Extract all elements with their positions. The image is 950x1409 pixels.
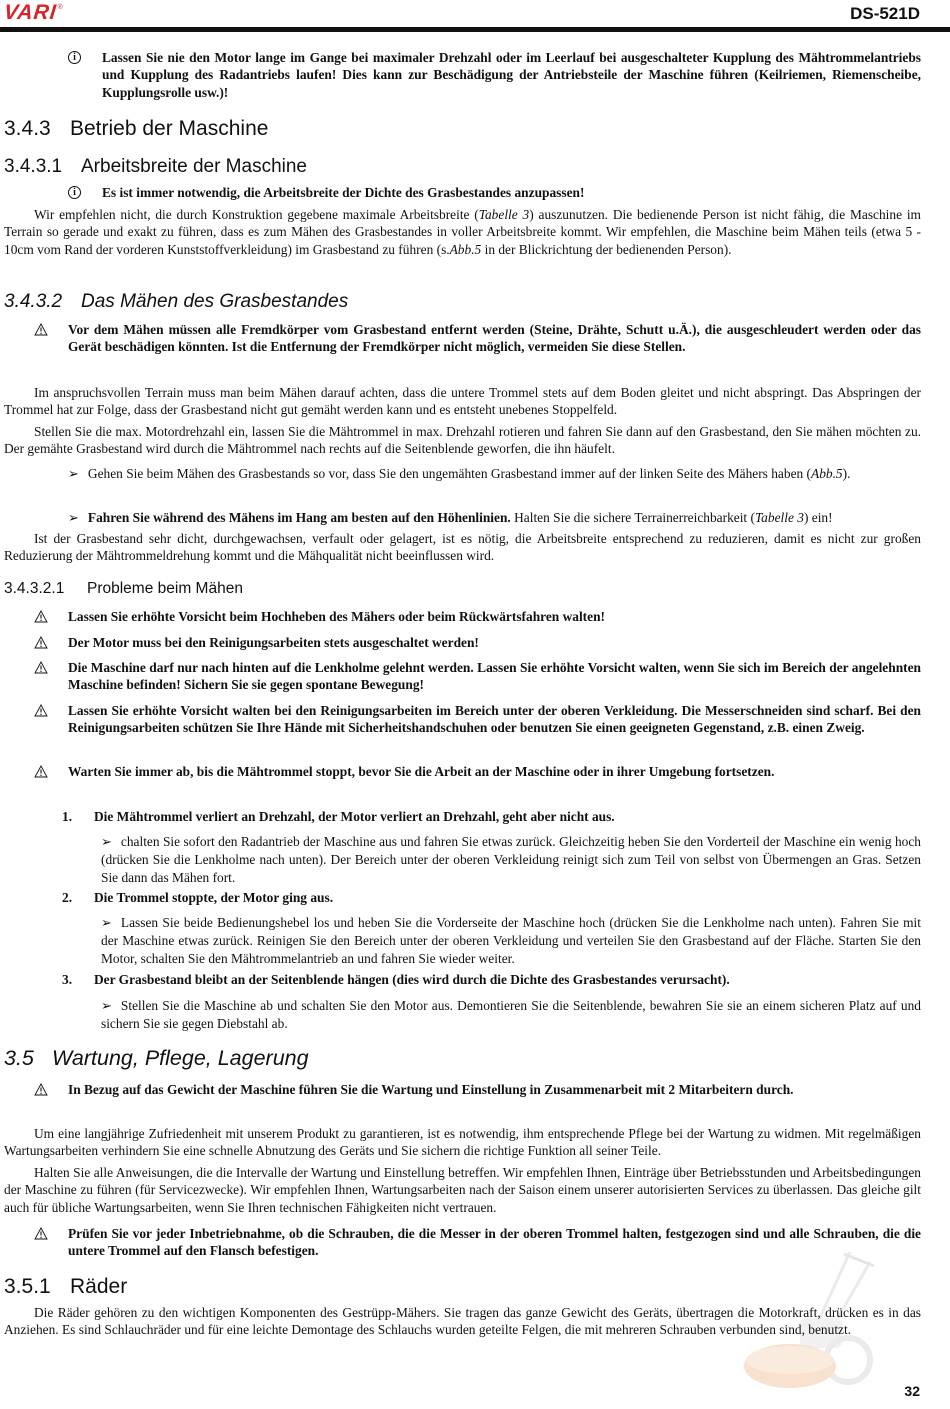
warning-triangle-icon bbox=[34, 765, 48, 778]
section-heading-3-4-3-2: 3.4.3.2 Das Mähen des Grasbestandes bbox=[4, 291, 349, 312]
vari-logo bbox=[4, 3, 63, 23]
warning-note bbox=[34, 634, 921, 651]
arrow-bullet-icon: ➢ bbox=[68, 467, 79, 482]
paragraph: Wir empfehlen nicht, die durch Konstruktion gegebene maximale Arbeitsbreite (Tabelle 3) auszunutzen. Die bedienende Person ist nicht fähig, die Maschine im Terrain so gerade und exakt zu führen, dass es zum Mähen des Grasbestandes in voller Arbeitsbreite kommt. Wir empfehlen, die Maschine beim Mähen teils (etwa 5 - 10cm vom Rand der vorderen Kunststoffverkleidung) im Grasbestand zu führen (s.Abb.5 in der Blickrichtung der bedienenden Person). bbox=[4, 207, 921, 257]
section-heading-3-5-1: 3.5.1 Räder bbox=[4, 1275, 128, 1298]
paragraph: Ist der Grasbestand sehr dicht, durchgewachsen, verfault oder gelagert, ist es nötig, die Arbeitsbreite entsprechend zu reduzieren, damit es nicht zur großen Reduzierung der Mähtrommeldrehung kommt und die Mähqualität nicht beeinflussen wird. bbox=[4, 531, 921, 564]
section-heading-3-4-3: 3.4.3 Betrieb der Maschine bbox=[4, 117, 269, 140]
section-heading-3-5: 3.5 Wartung, Pflege, Lagerung bbox=[4, 1046, 309, 1070]
warning-text: Die Maschine darf nur nach hinten auf die Lenkholme gelehnt werden. Lassen Sie erhöhte Vorsicht walten, wenn Sie sich im Bereich der angelehnten Maschine befinden! Sichern Sie sie gegen spontane Bewegung! bbox=[68, 660, 921, 693]
paragraph: Im anspruchsvollen Terrain muss man beim Mähen darauf achten, dass die untere Trommel stets auf dem Boden gleitet und nicht abspringt. Das Abspringen der Trommel hat zur Folge, dass der Grasbestand nicht gut gemäht werden kann und es entsteht unebenes Stoppelfeld. bbox=[4, 385, 921, 418]
paragraph: Stellen Sie die max. Motordrehzahl ein, lassen Sie die Mähtrommel in max. Drehzahl rotieren und fahren Sie dann auf den Grasbestand, den Sie mähen möchten zu. Der gemähte Grasbestand wird durch die Mähtrommel nach rechts auf die Seitenblende geworfen, die ihn häufelt. bbox=[4, 424, 921, 457]
page-number: 32 bbox=[904, 1383, 920, 1399]
section-heading-3-4-3-1: 3.4.3.1 Arbeitsbreite der Maschine bbox=[4, 156, 307, 177]
paragraph: Um eine langjährige Zufriedenheit mit unserem Produkt zu garantieren, ist es notwendig, ihm entsprechende Pflege bei der Wartung zu widmen. Mit regelmäßigen Wartungsarbeiten verhindern Sie eine schnelle Abnutzung des Geräts und Sie sichern die richtige Funktion all seiner Teile. bbox=[4, 1126, 921, 1159]
info-note bbox=[68, 49, 921, 101]
header-rule bbox=[0, 27, 950, 32]
warning-text: Warten Sie immer ab, bis die Mähtrommel stoppt, bevor Sie die Arbeit an der Maschine oder in ihrer Umgebung fortsetzen. bbox=[68, 764, 775, 779]
arrow-bullet-icon: ➢ bbox=[101, 835, 112, 850]
model-number: DS-521D bbox=[850, 4, 920, 23]
warning-triangle-icon bbox=[34, 1227, 48, 1240]
list-item: ➢ Stellen Sie die Maschine ab und schalten Sie den Motor aus. Demontieren Sie die Seitenblende, bewahren Sie sie an einem sicheren Platz auf und sichern Sie sie gegen Diebstahl ab. bbox=[101, 998, 921, 1032]
info-circle-icon: i bbox=[68, 51, 81, 64]
paragraph: Halten Sie alle Anweisungen, die die Intervalle der Wartung und Einstellung betreffen. Wir empfehlen Ihnen, Einträge über Betriebsstunden und Arbeitsbedingungen der Maschine zu führen (für Servicezwecke). Wir empfehlen Ihnen, Wartungsarbeiten nach der Saison einem unserer autorisierten Services zu überlassen. Das gleiche gilt auch für übliche Wartungsarbeiten, wenn Sie Ihren technischen Fähigkeiten nicht vertrauen. bbox=[4, 1165, 921, 1215]
list-item: ➢ chalten Sie sofort den Radantrieb der Maschine aus und fahren Sie etwas zurück. Gleichzeitig heben Sie den Vorderteil der Maschine ein wenig hoch (drücken Sie die Lenkholme nach unten). Der Bereich unter der oberen Verkleidung reinigt sich zum Teil von selbst von Übermengen an Gras. Setzen Sie dann das Mähen fort. bbox=[101, 834, 921, 885]
registered-mark: ® bbox=[57, 4, 63, 11]
warning-note bbox=[34, 763, 921, 780]
warning-text: Vor dem Mähen müssen alle Fremdkörper vom Grasbestand entfernt werden (Steine, Drähte, Schutt u.Ä.), die ausgeschleudert werden oder das Gerät beschädigen könnten. Ist die Entfernung der Fremdkörper nicht möglich, vermeiden Sie diese Stellen. bbox=[68, 322, 921, 355]
arrow-bullet-icon: ➢ bbox=[101, 999, 112, 1014]
list-item: ➢ Lassen Sie beide Bedienungshebel los und heben Sie die Vorderseite der Maschine hoch (drücken Sie die Lenkholme nach unten). Fahren Sie mit der Maschine etwas zurück. Reinigen Sie den Bereich unter der oberen Verkleidung und verteilen Sie den Grasbestand auf der Fläche. Starten Sie den Motor, schalten Sie den Mähtrommelantrieb an und fahren Sie wieder weiter. bbox=[101, 915, 921, 966]
numbered-item-title: 3. Der Grasbestand bleibt an der Seitenblende hängen (dies wird durch die Dichte des Grasbestandes verursacht). bbox=[62, 972, 730, 987]
info-note bbox=[68, 184, 921, 201]
warning-note bbox=[34, 321, 921, 356]
warning-triangle-icon bbox=[34, 1083, 48, 1096]
numbered-item-title: 2. Die Trommel stoppte, der Motor ging aus. bbox=[62, 890, 334, 905]
warning-text: Lassen Sie erhöhte Vorsicht beim Hochheben des Mähers oder beim Rückwärtsfahren walten! bbox=[68, 609, 605, 624]
section-heading-3-4-3-2-1: 3.4.3.2.1 Probleme beim Mähen bbox=[4, 580, 243, 597]
arrow-bullet-icon: ➢ bbox=[101, 916, 112, 931]
warning-note bbox=[34, 659, 921, 694]
warning-note bbox=[34, 608, 921, 625]
note-text: Lassen Sie nie den Motor lange im Gange bei maximaler Drehzahl oder im Leerlauf bei ausgeschalteter Kupplung des Mähtrommelantriebs und Kupplung des Radantriebs laufen! Dies kann zur Beschädigung der Antriebsteile der Maschine führen (Keilriemen, Riemenscheibe, Kupplungsrolle usw.)! bbox=[102, 50, 921, 100]
numbered-item-title: 1. Die Mähtrommel verliert an Drehzahl, der Motor verliert an Drehzahl, geht aber nicht aus. bbox=[62, 809, 615, 824]
paragraph: Die Räder gehören zu den wichtigen Komponenten des Gestrüpp-Mähers. Sie tragen das ganze Gewicht des Geräts, übertragen die Motorkraft, drücken es in das Anziehen. Es sind Schlauchräder und für eine leichte Demontage des Schlauchs wurden geteilte Felgen, die mit mehreren Schrauben verbunden sind, benutzt. bbox=[4, 1305, 921, 1338]
warning-triangle-icon bbox=[34, 704, 48, 717]
info-circle-icon: i bbox=[68, 186, 81, 199]
list-item: ➢ Fahren Sie während des Mähens im Hang am besten auf den Höhenlinien. Halten Sie die sichere Terrainerreichbarkeit (Tabelle 3) ein! bbox=[68, 510, 833, 526]
warning-text: Der Motor muss bei den Reinigungsarbeiten stets ausgeschaltet werden! bbox=[68, 635, 479, 650]
warning-triangle-icon bbox=[34, 636, 48, 649]
list-item: ➢ Gehen Sie beim Mähen des Grasbestands so vor, dass Sie den ungemähten Grasbestand immer auf der linken Seite des Mähers haben (Abb.5). bbox=[68, 466, 851, 482]
arrow-bullet-icon: ➢ bbox=[68, 511, 79, 526]
warning-triangle-icon bbox=[34, 323, 48, 336]
warning-note bbox=[34, 1081, 921, 1098]
warning-text: In Bezug auf das Gewicht der Maschine führen Sie die Wartung und Einstellung in Zusammenarbeit mit 2 Mitarbeitern durch. bbox=[68, 1082, 794, 1097]
warning-text: Prüfen Sie vor jeder Inbetriebnahme, ob die Schrauben, die die Messer in der oberen Trommel halten, festgezogen sind und alle Schrauben, die die untere Trommel auf den Flansch befestigen. bbox=[68, 1226, 921, 1259]
warning-note bbox=[34, 702, 921, 737]
warning-text: Lassen Sie erhöhte Vorsicht walten bei den Reinigungsarbeiten im Bereich unter der oberen Verkleidung. Die Messerschneiden sind scharf. Bei den Reinigungsarbeiten schützen Sie Ihre Hände mit Sicherheitshandschuhen oder benutzen Sie einen geeigneten Gegenstand, z.B. einen Zweig. bbox=[68, 703, 921, 736]
warning-triangle-icon bbox=[34, 661, 48, 674]
warning-triangle-icon bbox=[34, 610, 48, 623]
note-text: Es ist immer notwendig, die Arbeitsbreite der Dichte des Grasbestandes anzupassen! bbox=[102, 185, 585, 200]
brand-name: VARI bbox=[2, 1, 58, 24]
